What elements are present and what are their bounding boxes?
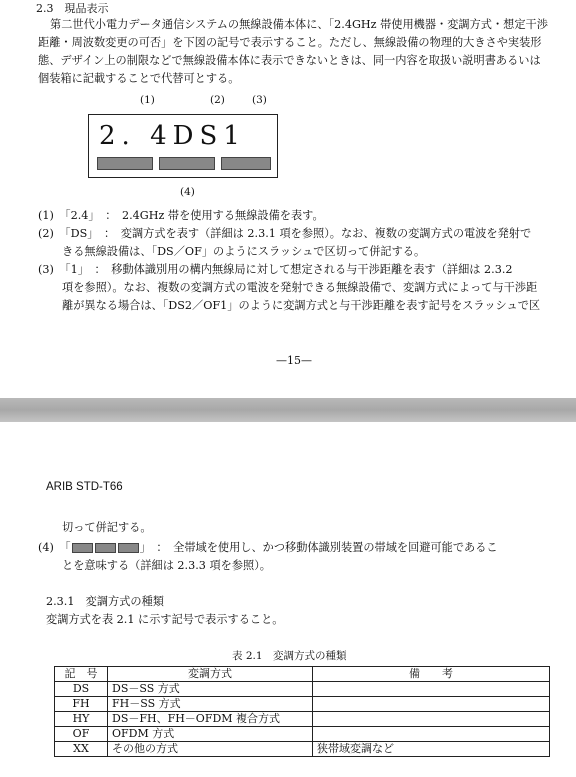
item-line: 離が異なる場合は、「DS2／OF1」のように変調方式と与干渉距離を表す記号をスラッシュで区: [62, 299, 541, 312]
subsection-heading: 2.3.1 変調方式の種類: [46, 595, 164, 608]
table-cell: DS: [55, 682, 108, 697]
callout-2: (2): [210, 94, 225, 106]
band-bar-icon: [95, 543, 116, 553]
intro-line: 個装箱に記載することで代替可とする。: [38, 72, 240, 85]
page-separator: [0, 398, 576, 422]
table-header-cell: 備 考: [313, 667, 550, 682]
section-heading: 2.3 現品表示: [36, 2, 109, 15]
table-cell: OF: [55, 727, 108, 742]
item-4-line2: とを意味する（詳細は 2.3.3 項を参照）。: [62, 559, 271, 572]
table-cell: DS－SS 方式: [108, 682, 313, 697]
table-row: [55, 727, 550, 742]
page-number: —15—: [276, 354, 312, 367]
table-cell: DS－FH、FH－OFDM 複合方式: [108, 712, 313, 727]
band-bar-icon: [118, 543, 139, 553]
table-header-row: [55, 667, 550, 682]
table-cell: FH－SS 方式: [108, 697, 313, 712]
table-cell: [313, 727, 550, 742]
table-row: [55, 682, 550, 697]
table-cell: FH: [55, 697, 108, 712]
intro-line: 距離・周波数変更の可否」を下図の記号で表示すること。ただし、無線設備の物理的大きさや実装形: [38, 36, 542, 49]
item-line: きる無線設備は、「DS／OF」のようにスラッシュで区切って併記する。: [62, 245, 426, 258]
table-header-cell: 変調方式: [108, 667, 313, 682]
table-cell: XX: [55, 742, 108, 757]
callout-1: (1): [140, 94, 155, 106]
document-page-16: [0, 422, 576, 777]
modulation-table: [54, 666, 550, 757]
continued-line: 切って併記する。: [62, 521, 152, 534]
item-4-suffix: 」 ： 全帯域を使用し、かつ移動体識別装置の帯域を回避可能であるこ: [139, 541, 498, 554]
item-line: (1) 「2.4」 ： 2.4GHz 帯を使用する無線設備を表す。: [38, 209, 324, 222]
callout-3: (3): [252, 94, 267, 106]
table-cell: [313, 712, 550, 727]
band-bar-icon: [72, 543, 93, 553]
table-row: [55, 697, 550, 712]
table-cell: HY: [55, 712, 108, 727]
subsection-text: 変調方式を表 2.1 に示す記号で表示すること。: [46, 613, 284, 626]
item-line: (2) 「DS」 ： 変調方式を表す（詳細は 2.3.1 項を参照）。なお、複数の変調方式の電波を発射で: [38, 227, 532, 240]
table-cell: [313, 697, 550, 712]
item-4-prefix: (4) 「: [38, 541, 71, 554]
band-bar: [159, 157, 215, 170]
item-line: (3) 「1」 ： 移動体識別用の構内無線局に対して想定される与干渉距離を表す（詳細は 2.3.2: [38, 263, 513, 276]
table-caption: 表 2.1 変調方式の種類: [232, 650, 347, 662]
intro-line: 第二世代小電力データ通信システムの無線設備本体に、「2.4GHz 帯使用機器・変調方式・想定干渉: [50, 18, 548, 31]
marking-symbol: 2. 4DS1: [99, 121, 246, 151]
table-header-cell: 記 号: [55, 667, 108, 682]
table-cell: 狭帯域変調など: [313, 742, 550, 757]
intro-line: 態、デザイン上の制限などで無線設備本体に表示できないときは、同一内容を取扱い説明書あるいは: [38, 54, 541, 67]
item-line: 項を参照）。なお、複数の変調方式の電波を発射できる無線設備で、変調方式によって与干渉距: [62, 281, 538, 294]
band-bar: [221, 157, 271, 170]
table-row: [55, 712, 550, 727]
table-row: [55, 742, 550, 757]
table-cell: OFDM 方式: [108, 727, 313, 742]
table-cell: その他の方式: [108, 742, 313, 757]
band-bar: [97, 157, 153, 170]
callout-4: (4): [180, 186, 195, 198]
document-header: ARIB STD-T66: [46, 481, 123, 493]
table-cell: [313, 682, 550, 697]
marking-symbol-box: [88, 114, 278, 178]
item-4-line: [38, 540, 498, 556]
